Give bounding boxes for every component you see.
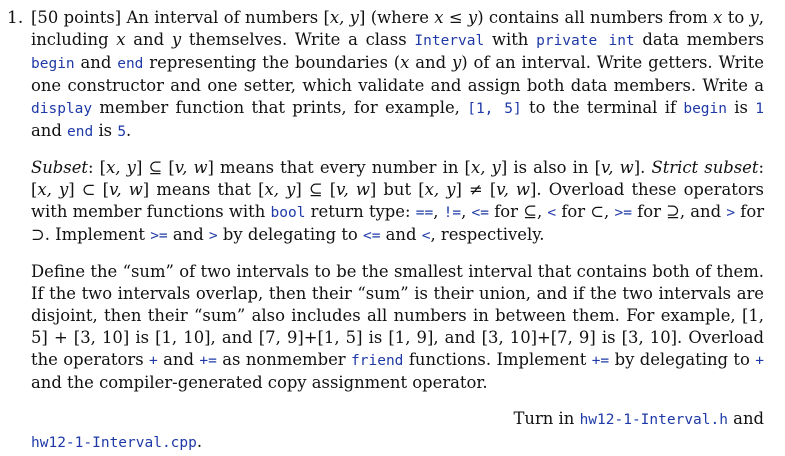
text-run: member function that prints, for example, (92, 98, 468, 117)
turnin-and: and (727, 409, 764, 428)
code-token: >= (614, 205, 632, 221)
code-token: display (31, 101, 93, 117)
text-run: for ⊆, (489, 202, 548, 221)
code-token: > (726, 205, 736, 221)
text-run: themselves. Write a class (181, 30, 415, 49)
math-token: y (749, 8, 759, 27)
math-token: v, w (174, 158, 208, 177)
p1-runs (31, 8, 764, 140)
math-token: x (116, 30, 126, 49)
code-token: += (199, 353, 217, 369)
code-token: bool (270, 205, 306, 221)
math-token: x ≤ y (434, 8, 478, 27)
text-run: and (157, 350, 200, 369)
text-run: and (409, 53, 452, 72)
text-run: to (722, 8, 750, 27)
math-token: x, y (106, 158, 136, 177)
code-token: != (443, 205, 462, 221)
text-run: ] ⊆ [ (135, 158, 175, 177)
math-token: v, w (496, 180, 530, 199)
text-run: and (31, 121, 68, 140)
code-token: < (547, 205, 557, 221)
code-token: begin (683, 101, 727, 117)
code-token: < (421, 228, 431, 244)
math-token: x, y (470, 158, 501, 177)
text-run: ] ⊆ [ (295, 180, 337, 199)
code-token: [1, 5] (467, 101, 522, 117)
code-token: 5 (117, 124, 127, 140)
term-emphasis: Strict subset (651, 158, 759, 177)
turnin-text: Turn in (513, 409, 580, 428)
cpp-filename-line (31, 431, 764, 454)
header-filename: hw12-1-Interval.h (579, 412, 728, 428)
final-period: . (196, 432, 203, 451)
math-token: y (171, 30, 182, 49)
text-run: for ⊂, (556, 202, 615, 221)
math-token: x, y (37, 180, 69, 199)
text-run: ] (where (358, 8, 435, 27)
text-run: : [ (87, 158, 107, 177)
text-run: return type: (305, 202, 416, 221)
text-run: . (126, 121, 132, 140)
text-run: by delegating to (217, 225, 363, 244)
term-emphasis: Subset (31, 158, 88, 177)
text-run: functions. Implement (403, 350, 592, 369)
code-token: <= (471, 205, 490, 221)
text-run: ] is also in [ (500, 158, 601, 177)
code-token: + (755, 353, 764, 369)
text-run: Define the “sum” of two intervals to be the smallest interval that contains both of them. If the two intervals overlap, then their “sum” is their union, and if the two intervals are disjoint, then their “sum” also includes all numbers in between them. For example, [1, 5] + [3, 10] is [1, 10], and [7, 9]+[1, 5] is [1, 9], and [3, 10]+[7, 9] is [3, 10]. Overload the operators (31, 262, 764, 369)
text-run: ] ⊂ [ (68, 180, 110, 199)
problem-body (31, 7, 764, 454)
code-token: == (415, 205, 434, 221)
math-token: x (400, 53, 410, 72)
math-token: x, y (424, 180, 456, 199)
code-token: >= (150, 228, 168, 244)
text-run: is (727, 98, 756, 117)
text-run: , (433, 202, 444, 221)
code-token: > (208, 228, 218, 244)
text-run: , including (31, 8, 765, 49)
text-run: ] but [ (369, 180, 425, 199)
text-run: : [ (31, 158, 764, 199)
code-token: Interval (414, 33, 485, 49)
math-token: x, y (264, 180, 296, 199)
text-run: and (74, 53, 118, 72)
code-token: <= (362, 228, 381, 244)
text-run: and the compiler-generated copy assignment operator. (31, 373, 488, 392)
text-run: , (461, 202, 472, 221)
text-run: ] means that every number in [ (207, 158, 471, 177)
turnin-line (31, 408, 764, 431)
math-token: y (451, 53, 462, 72)
paragraph-sum (31, 261, 764, 394)
math-token: x, y (329, 8, 359, 27)
math-token: v, w (600, 158, 634, 177)
text-run: data members (634, 30, 764, 49)
code-token: begin (31, 56, 75, 72)
points-label: [50 points] (31, 8, 122, 27)
paragraph-interval-intro (31, 7, 764, 143)
code-token: private int (536, 33, 635, 49)
text-run: and (125, 30, 172, 49)
text-run: ]. (633, 158, 652, 177)
code-token: += (591, 353, 610, 369)
math-token: v, w (336, 180, 370, 199)
text-run: representing the boundaries ( (143, 53, 401, 72)
text-run: ]. Overload these operators with member functions with (31, 180, 764, 221)
math-token: x (713, 8, 723, 27)
code-token: friend (351, 353, 404, 369)
code-token: end (67, 124, 94, 140)
text-run: and (380, 225, 422, 244)
text-run: ] ≠ [ (455, 180, 497, 199)
text-run: is (93, 121, 118, 140)
paragraph-subset (31, 157, 764, 247)
code-token: end (117, 56, 144, 72)
text-run: An interval of numbers [ (121, 8, 330, 27)
text-run: , respectively. (430, 225, 545, 244)
code-token: 1 (755, 101, 765, 117)
code-token: + (149, 353, 158, 369)
cpp-filename: hw12-1-Interval.cpp (31, 435, 197, 451)
text-run: ] means that [ (142, 180, 265, 199)
text-run: ) of an interval. Write getters. Write one constructor and one setter, which validate and assign both data members. Write a (31, 53, 764, 95)
text-run: to the terminal if (521, 98, 684, 117)
text-run: as nonmember (216, 350, 352, 369)
text-run: and (167, 225, 209, 244)
text-run: with (484, 30, 537, 49)
text-run: for ⊃. Implement (31, 202, 765, 244)
text-run: by delegating to (609, 350, 756, 369)
math-token: v, w (109, 180, 143, 199)
text-run: ) contains all numbers from (477, 8, 714, 27)
problem-number: 1. (7, 8, 24, 28)
text-run: for ⊇, and (631, 202, 727, 221)
